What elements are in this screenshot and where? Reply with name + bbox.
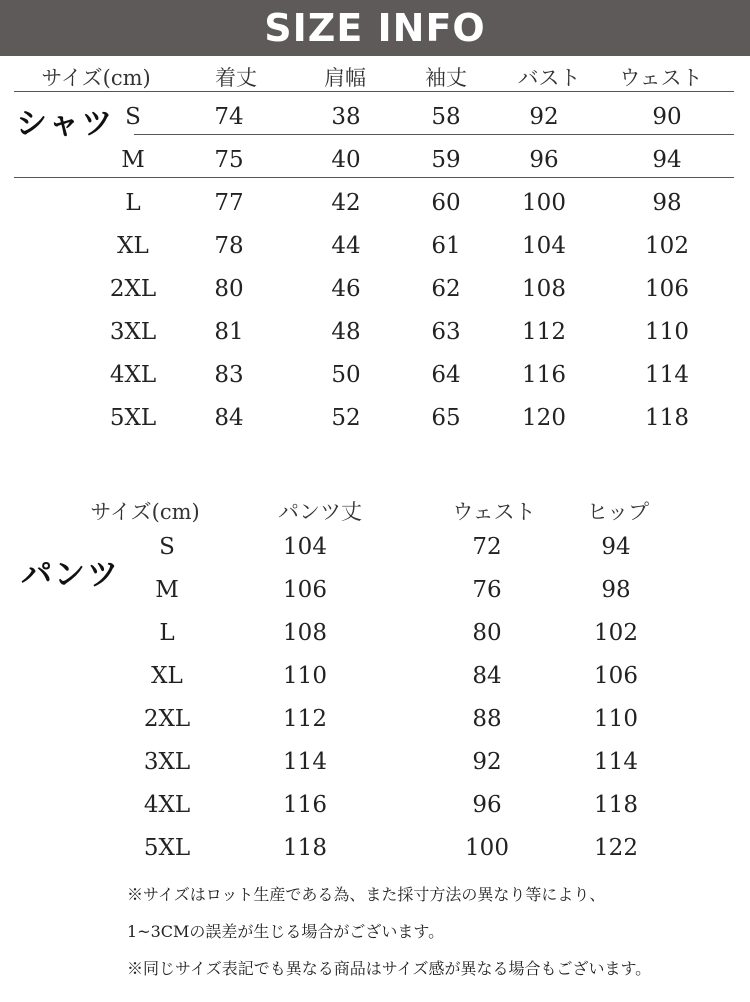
pants-cell: 114 — [594, 749, 638, 775]
pants-cell: 3XL — [143, 749, 191, 775]
shirt-cell: 58 — [431, 104, 461, 130]
pants-cell: L — [159, 620, 175, 646]
shirt-header-bust: バスト — [517, 66, 581, 90]
shirt-cell: 63 — [431, 319, 461, 345]
shirt-cell: 83 — [214, 362, 244, 388]
pants-cell: 104 — [283, 534, 327, 560]
pants-header-length: パンツ丈 — [278, 500, 362, 524]
shirt-cell: 96 — [529, 147, 559, 173]
shirt-cell: 90 — [652, 104, 682, 130]
pants-cell: 4XL — [143, 792, 191, 818]
pants-cell: 110 — [283, 663, 327, 689]
shirt-cell: 77 — [214, 190, 244, 216]
shirt-cell: 5XL — [109, 405, 157, 431]
shirt-cell: 74 — [214, 104, 244, 130]
shirt-cell: 81 — [214, 319, 244, 345]
shirt-cell: 94 — [652, 147, 682, 173]
shirt-cell: 65 — [431, 405, 461, 431]
pants-cell: 122 — [594, 835, 638, 861]
pants-cell: 84 — [472, 663, 502, 689]
shirt-cell: 120 — [522, 405, 566, 431]
shirt-cell: 38 — [331, 104, 361, 130]
pants-header-size: サイズ(cm) — [90, 500, 200, 524]
shirt-header-length: 着丈 — [215, 66, 257, 90]
pants-cell: 96 — [472, 792, 502, 818]
pants-header-waist: ウェスト — [452, 500, 536, 524]
pants-cell: 88 — [472, 706, 502, 732]
note-line-2: 1~3CMの誤差が生じる場合がございます。 — [127, 922, 445, 941]
shirt-header-size: サイズ(cm) — [41, 66, 151, 90]
pants-cell: 106 — [283, 577, 327, 603]
pants-cell: 94 — [601, 534, 631, 560]
pants-cell: 114 — [283, 749, 327, 775]
shirt-cell: 40 — [331, 147, 361, 173]
pants-cell: 72 — [472, 534, 502, 560]
note-line-3: ※同じサイズ表記でも異なる商品はサイズ感が異なる場合もございます。 — [127, 959, 652, 978]
shirt-cell: 98 — [652, 190, 682, 216]
shirt-header-divider — [14, 91, 734, 92]
shirt-cell: 110 — [645, 319, 689, 345]
shirt-cell: 75 — [214, 147, 244, 173]
pants-cell: 118 — [283, 835, 327, 861]
pants-cell: 118 — [594, 792, 638, 818]
pants-cell: S — [159, 534, 175, 560]
pants-cell: 76 — [472, 577, 502, 603]
shirt-row-divider-1 — [134, 134, 734, 135]
shirt-cell: 48 — [331, 319, 361, 345]
shirt-cell: 108 — [522, 276, 566, 302]
shirt-section-label: シャツ — [16, 106, 115, 142]
shirt-cell: 52 — [331, 405, 361, 431]
shirt-cell: 114 — [645, 362, 689, 388]
shirt-cell: 50 — [331, 362, 361, 388]
pants-cell: 106 — [594, 663, 638, 689]
pants-cell: XL — [151, 663, 183, 689]
shirt-cell: 60 — [431, 190, 461, 216]
banner-title: SIZE INFO — [264, 6, 486, 50]
pants-cell: 110 — [594, 706, 638, 732]
shirt-cell: 42 — [331, 190, 361, 216]
shirt-cell: 4XL — [109, 362, 157, 388]
pants-cell: 100 — [465, 835, 509, 861]
shirt-row-divider-2 — [14, 177, 734, 178]
shirt-header-shoulder: 肩幅 — [324, 66, 366, 90]
shirt-cell: 44 — [331, 233, 361, 259]
shirt-cell: 116 — [522, 362, 566, 388]
shirt-cell: 61 — [431, 233, 461, 259]
shirt-cell: 104 — [522, 233, 566, 259]
shirt-cell: 2XL — [109, 276, 157, 302]
shirt-cell: 102 — [645, 233, 689, 259]
shirt-cell: 80 — [214, 276, 244, 302]
pants-cell: 112 — [283, 706, 327, 732]
pants-cell: 80 — [472, 620, 502, 646]
shirt-cell: M — [121, 147, 145, 173]
pants-cell: 98 — [601, 577, 631, 603]
shirt-cell: 92 — [529, 104, 559, 130]
shirt-cell: XL — [117, 233, 149, 259]
shirt-cell: 59 — [431, 147, 461, 173]
shirt-cell: 84 — [214, 405, 244, 431]
note-line-1: ※サイズはロット生産である為、また採寸方法の異なり等により、 — [127, 885, 606, 904]
shirt-cell: 62 — [431, 276, 461, 302]
pants-cell: 2XL — [143, 706, 191, 732]
shirt-cell: 106 — [645, 276, 689, 302]
shirt-cell: 3XL — [109, 319, 157, 345]
pants-section-label: パンツ — [21, 557, 120, 593]
shirt-header-sleeve: 袖丈 — [425, 66, 467, 90]
pants-cell: 102 — [594, 620, 638, 646]
shirt-cell: 64 — [431, 362, 461, 388]
title-banner — [0, 0, 750, 56]
shirt-cell: S — [125, 104, 141, 130]
pants-cell: 108 — [283, 620, 327, 646]
shirt-cell: 100 — [522, 190, 566, 216]
shirt-cell: L — [125, 190, 141, 216]
pants-cell: 116 — [283, 792, 327, 818]
pants-cell: 5XL — [143, 835, 191, 861]
pants-header-hip: ヒップ — [586, 500, 650, 524]
pants-cell: M — [155, 577, 179, 603]
shirt-cell: 112 — [522, 319, 566, 345]
shirt-cell: 78 — [214, 233, 244, 259]
pants-cell: 92 — [472, 749, 502, 775]
shirt-cell: 118 — [645, 405, 689, 431]
shirt-header-waist: ウェスト — [619, 66, 703, 90]
shirt-cell: 46 — [331, 276, 361, 302]
